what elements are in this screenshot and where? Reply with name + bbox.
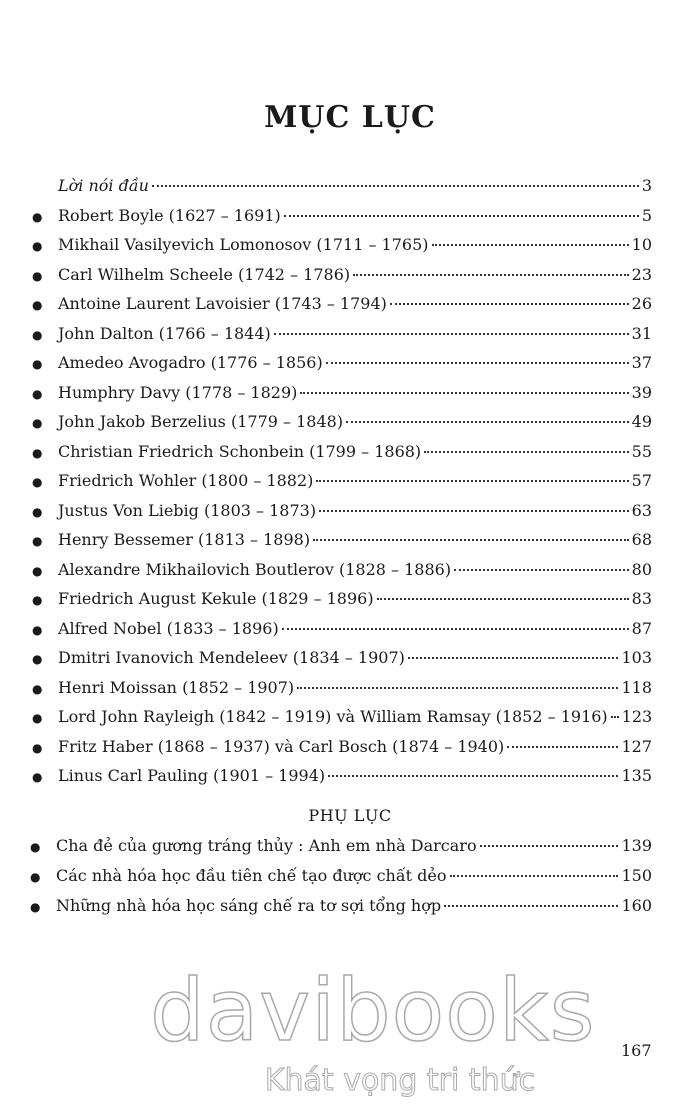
- toc-entry: [32, 619, 652, 649]
- bullet-icon: ●: [32, 386, 43, 401]
- dot-leader: [454, 569, 629, 571]
- toc-entry-label: Friedrich August Kekule (1829 – 1896): [58, 589, 374, 608]
- dot-leader: [316, 480, 628, 482]
- toc-entry: [32, 265, 652, 295]
- bullet-icon: ●: [30, 840, 41, 854]
- toc-entry-page: 87: [631, 618, 652, 638]
- bullet-icon: ●: [30, 870, 41, 884]
- toc-entry-page: 39: [631, 382, 652, 402]
- toc-entry: [32, 560, 652, 590]
- toc-entry: [32, 324, 652, 354]
- dot-leader: [353, 274, 629, 276]
- dot-leader: [346, 421, 629, 423]
- toc-entry-label: Các nhà hóa học đầu tiên chế tạo được chất dẻo: [56, 866, 447, 885]
- toc-entry: [32, 589, 652, 619]
- toc-entry: [32, 737, 652, 767]
- dot-leader: [507, 746, 618, 748]
- toc-entry-page: 49: [631, 412, 652, 431]
- dot-leader: [152, 185, 639, 187]
- toc-entry: [32, 353, 652, 383]
- bullet-icon: ●: [32, 593, 43, 607]
- dot-leader: [328, 775, 618, 777]
- bullet-icon: ●: [32, 740, 43, 755]
- toc-entry: [32, 383, 652, 413]
- bullet-icon: ●: [32, 534, 43, 548]
- toc-entry: [32, 442, 652, 472]
- appendix-title: PHỤ LỤC: [308, 806, 392, 825]
- bullet-icon: ●: [32, 622, 43, 637]
- toc-entry-label: Lời nói đầu: [58, 176, 149, 195]
- toc-entry-label: Mikhail Vasilyevich Lomonosov (1711 – 1765): [58, 235, 429, 254]
- toc-entry-page: 63: [631, 500, 652, 520]
- dot-leader: [444, 905, 618, 907]
- toc-entry-page: 80: [631, 559, 652, 579]
- bullet-icon: ●: [32, 445, 43, 460]
- bullet-icon: ●: [32, 563, 43, 578]
- toc-entry: [32, 530, 652, 560]
- toc-entry-label: Dmitri Ivanovich Mendeleev (1834 – 1907): [58, 648, 405, 667]
- bullet-icon: ●: [32, 209, 43, 224]
- toc-entry-label: Carl Wilhelm Scheele (1742 – 1786): [58, 264, 351, 284]
- toc-entry: [32, 471, 652, 501]
- dot-leader: [424, 451, 628, 453]
- toc-entry-label: John Dalton (1766 – 1844): [58, 323, 271, 343]
- toc-entry-page: 150: [621, 866, 652, 885]
- toc-entry-label: Fritz Haber (1868 – 1937) và Carl Bosch (1874 – 1940): [58, 736, 505, 756]
- bullet-icon: ●: [32, 475, 43, 489]
- toc-entry: [32, 206, 652, 236]
- bullet-icon: ●: [32, 504, 43, 519]
- toc-entry-label: Alexandre Mikhailovich Boutlerov (1828 – 1886): [58, 559, 452, 579]
- toc-entry: [32, 648, 652, 678]
- toc-entry-label: Henri Moissan (1852 – 1907): [58, 677, 295, 697]
- toc-entry: [30, 896, 652, 926]
- appendix-contents: [30, 836, 652, 926]
- toc-entry-page: 123: [621, 707, 653, 726]
- toc-entry-label: Humphry Davy (1778 – 1829): [58, 382, 298, 402]
- toc-entry-label: Alfred Nobel (1833 – 1896): [58, 618, 279, 638]
- toc-entry-page: 55: [631, 441, 652, 461]
- toc-entry-page: 26: [631, 294, 652, 313]
- toc-entry: [32, 412, 652, 442]
- toc-entry: [32, 707, 652, 737]
- toc-entry-page: 57: [631, 471, 652, 490]
- toc-entry: [32, 235, 652, 265]
- watermark-brand: davibooks: [150, 961, 596, 1061]
- bullet-icon: ●: [32, 416, 43, 430]
- toc-entry: [32, 678, 652, 708]
- bullet-icon: ●: [32, 298, 43, 312]
- bullet-icon: ●: [32, 357, 43, 371]
- toc-entry-label: Robert Boyle (1627 – 1691): [58, 205, 281, 225]
- dot-leader: [284, 215, 639, 217]
- toc-entry-page: 68: [631, 530, 652, 549]
- toc-entry-page: 5: [641, 205, 652, 225]
- page-title: MỤC LỤC: [264, 100, 436, 135]
- dot-leader: [313, 539, 629, 541]
- dot-leader: [282, 628, 629, 630]
- toc-entry-page: 3: [641, 176, 652, 195]
- toc-entry-label: Friedrich Wohler (1800 – 1882): [58, 471, 314, 490]
- dot-leader: [611, 716, 619, 718]
- page-number: 167: [621, 1041, 652, 1060]
- toc-entry: [30, 866, 652, 896]
- dot-leader: [297, 687, 618, 689]
- toc-entry-label: Antoine Laurent Lavoisier (1743 – 1794): [58, 294, 387, 313]
- toc-entry-page: 31: [631, 323, 652, 343]
- bullet-icon: ●: [32, 652, 43, 666]
- dot-leader: [480, 845, 619, 847]
- bullet-icon: ●: [32, 239, 43, 253]
- toc-entry-page: 37: [631, 353, 652, 372]
- toc-entry: [32, 176, 652, 206]
- toc-entry: [30, 836, 652, 866]
- bullet-icon: ●: [30, 900, 41, 914]
- dot-leader: [319, 510, 629, 512]
- toc-entry-page: 10: [631, 235, 652, 254]
- toc-entry-page: 118: [621, 677, 652, 697]
- toc-entry: [32, 294, 652, 324]
- bullet-icon: ●: [32, 770, 43, 784]
- toc-entry-page: 127: [621, 736, 652, 756]
- toc-entry-page: 160: [621, 896, 652, 915]
- toc-entry-page: 139: [621, 836, 652, 855]
- toc-entry-label: Lord John Rayleigh (1842 – 1919) và William Ramsay (1852 – 1916): [58, 707, 608, 726]
- toc-entry-label: Linus Carl Pauling (1901 – 1994): [58, 766, 326, 785]
- bullet-icon: ●: [32, 327, 43, 342]
- bullet-icon: ●: [32, 681, 43, 696]
- toc-entry-page: 135: [621, 766, 652, 785]
- dot-leader: [390, 303, 629, 305]
- toc-entry-label: Christian Friedrich Schonbein (1799 – 1868): [58, 441, 422, 461]
- toc-entry-page: 103: [621, 648, 652, 667]
- toc-entry-label: Justus Von Liebig (1803 – 1873): [58, 500, 317, 520]
- watermark-tagline: Khát vọng tri thức: [264, 1063, 536, 1098]
- toc-entry: [32, 766, 652, 796]
- dot-leader: [450, 875, 619, 877]
- toc-entry-label: Cha đẻ của gương tráng thủy : Anh em nhà Darcaro: [56, 836, 477, 855]
- dot-leader: [377, 598, 629, 600]
- toc-entry-page: 83: [631, 589, 652, 608]
- toc-entry-label: Henry Bessemer (1813 – 1898): [58, 530, 311, 549]
- toc-entry-label: John Jakob Berzelius (1779 – 1848): [58, 412, 344, 431]
- dot-leader: [274, 333, 629, 335]
- dot-leader: [326, 362, 629, 364]
- dot-leader: [432, 244, 629, 246]
- toc-entry-label: Amedeo Avogadro (1776 – 1856): [58, 353, 323, 372]
- dot-leader: [300, 392, 628, 394]
- dot-leader: [408, 657, 619, 659]
- toc-entry-page: 23: [631, 264, 652, 284]
- bullet-icon: ●: [32, 711, 43, 725]
- bullet-icon: ●: [32, 268, 43, 283]
- toc-entry-label: Những nhà hóa học sáng chế ra tơ sợi tổng hợp: [56, 896, 442, 915]
- table-of-contents: [32, 176, 652, 796]
- toc-entry: [32, 501, 652, 531]
